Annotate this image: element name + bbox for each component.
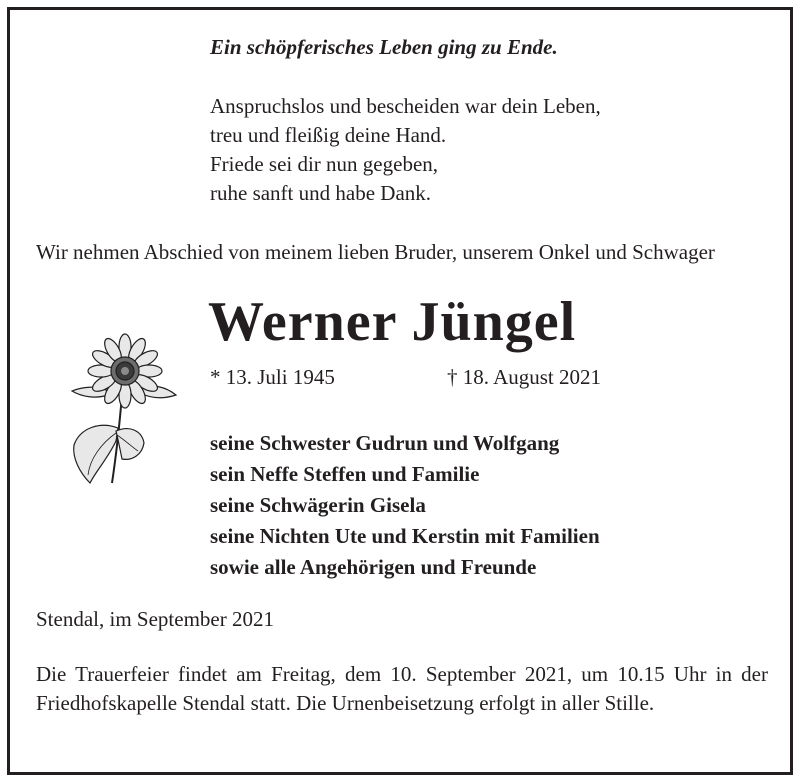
mourner-line: sowie alle Angehörigen und Freunde <box>210 555 537 579</box>
mourner-line: seine Nichten Ute und Kerstin mit Familien <box>210 524 600 548</box>
sunflower-icon <box>60 333 190 493</box>
place-date: Stendal, im September 2021 <box>36 607 274 631</box>
funeral-info: Die Trauerfeier findet am Freitag, dem 10. September 2021, um 10.15 Uhr in der Friedhofskapelle Stendal statt. Die Urnenbeisetzung erfolgt in aller Stille. <box>36 662 768 715</box>
motto: Ein schöpferisches Leben ging zu Ende. <box>210 35 558 59</box>
mourner-line: seine Schwester Gudrun und Wolfgang <box>210 431 560 455</box>
verse-line: Friede sei dir nun gegeben, <box>210 152 439 176</box>
verse-line: Anspruchslos und bescheiden war dein Leben, <box>210 94 601 118</box>
birth-date: * 13. Juli 1945 <box>210 365 335 389</box>
mourner-line: seine Schwägerin Gisela <box>210 493 426 517</box>
verse-line: ruhe sanft und habe Dank. <box>210 181 432 205</box>
obituary-notice <box>7 7 793 775</box>
intro-text: Wir nehmen Abschied von meinem lieben Bruder, unserem Onkel und Schwager <box>36 240 715 264</box>
verse-line: treu und fleißig deine Hand. <box>210 123 447 147</box>
deceased-name: Werner Jüngel <box>208 291 577 353</box>
mourner-line: sein Neffe Steffen und Familie <box>210 462 480 486</box>
death-date: † 18. August 2021 <box>447 365 602 389</box>
